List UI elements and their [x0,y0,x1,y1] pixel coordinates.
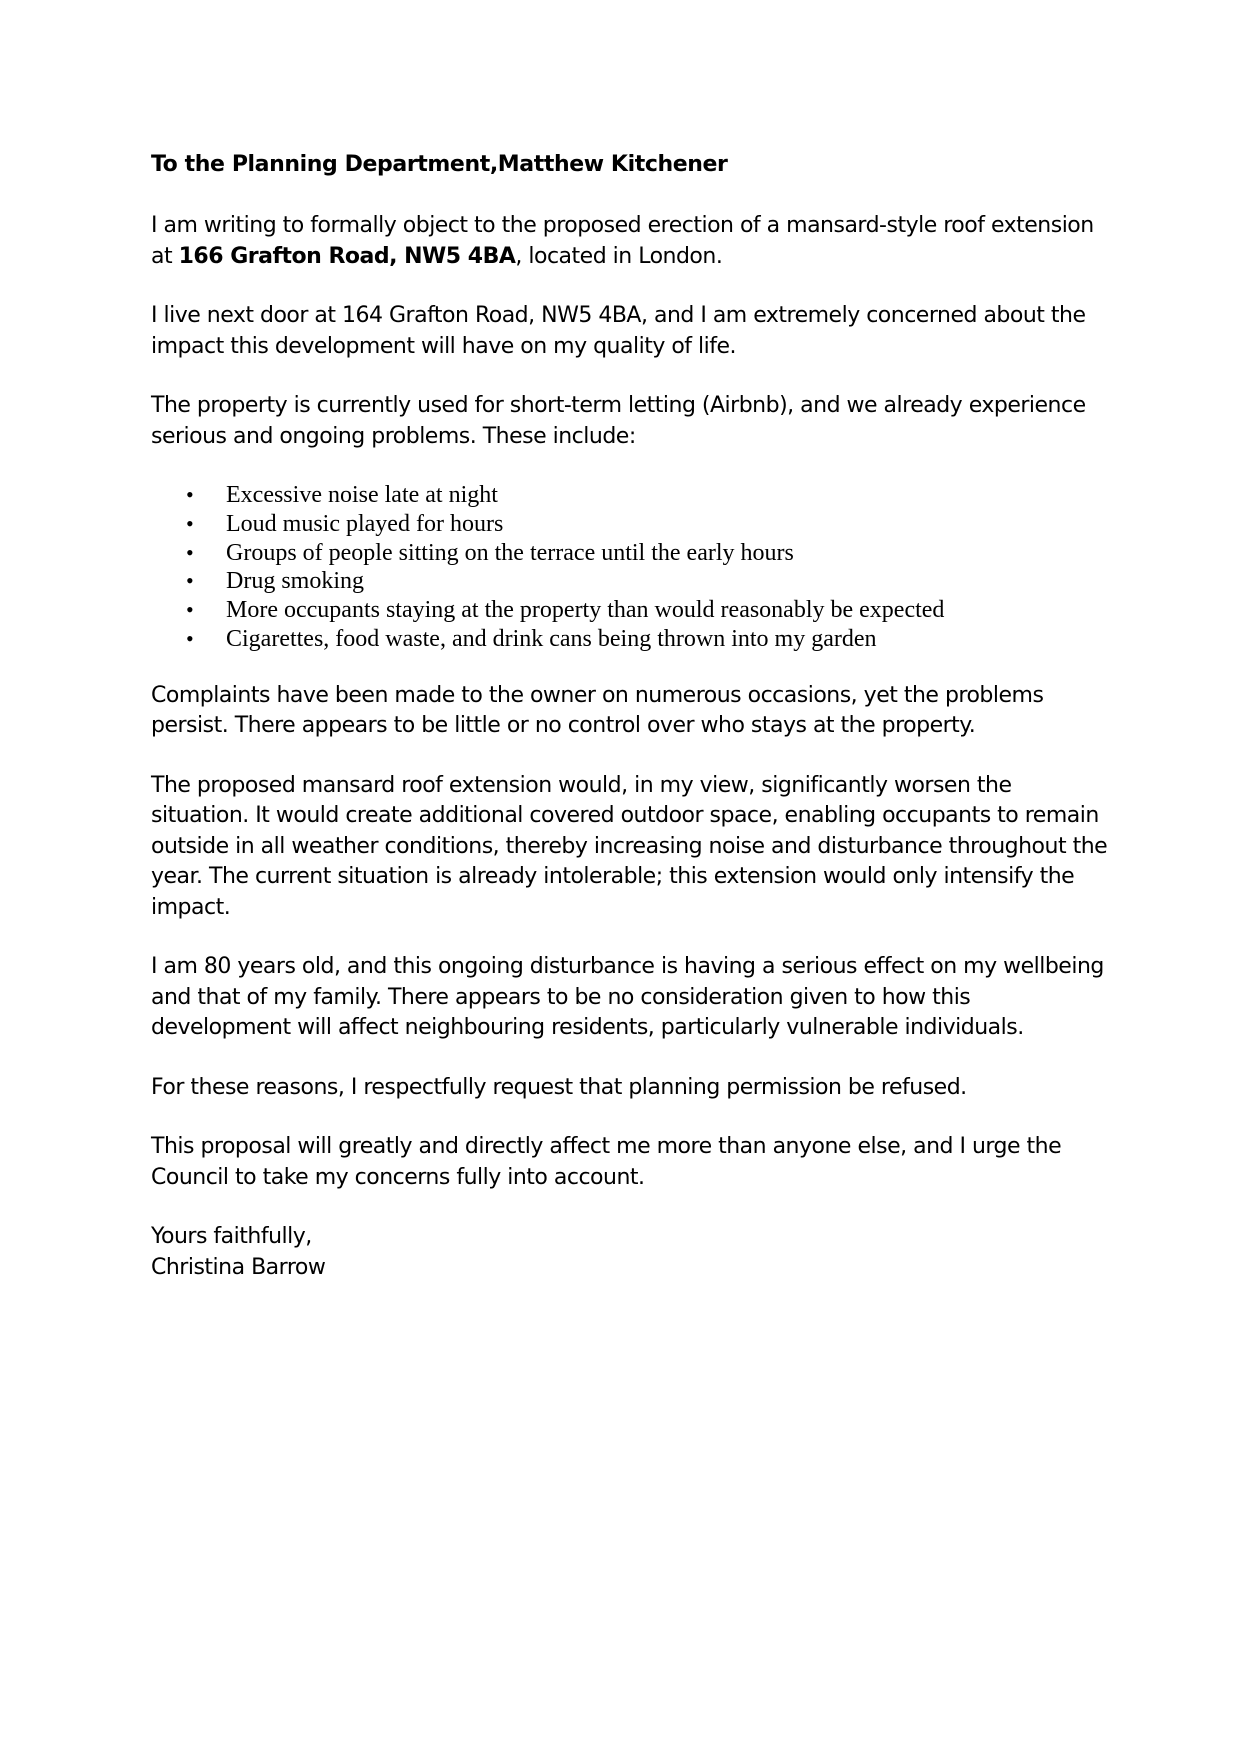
letter-page [151,148,1111,1283]
issue-text: Excessive noise late at night [226,482,498,508]
bullet-icon: • [186,625,194,651]
paragraph-wellbeing: I am 80 years old, and this ongoing disturbance is having a serious effect on my wellbeing and that of my family. There appears to be no consideration given to how this development will affect neighbouring residents, particularly vulnerable individuals. [151,954,1104,1041]
paragraph-complaints: Complaints have been made to the owner on numerous occasions, yet the problems persist. There appears to be little or no control over who stays at the property. [151,682,1044,739]
list-item [186,481,1111,510]
paragraph-urge-council: This proposal will greatly and directly affect me more than anyone else, and I urge the Council to take my concerns fully into account. [151,1134,1062,1190]
salutation: To the Planning Department,Matthew Kitchener [151,152,728,177]
issue-text: Drug smoking [226,568,364,595]
bullet-icon: • [186,510,194,536]
issue-text: More occupants staying at the property than would reasonably be expected [226,597,945,624]
paragraph-objection-text-end: , located in London. [515,243,723,269]
paragraph-neighbour: I live next door at 164 Grafton Road, NW5 4BA, and I am extremely concerned about the impact this development will have on my quality of life. [151,303,1086,359]
paragraph-extension-impact: The proposed mansard roof extension would, in my view, significantly worsen the situation. It would create additional covered outdoor space, enabling occupants to remain outside in all weather conditions, thereby increasing noise and disturbance throughout the year. The current situation is already intolerable; this extension would only intensify the impact. [151,772,1108,920]
property-address: 166 Grafton Road, NW5 4BA [178,243,516,269]
bullet-icon: • [186,539,194,565]
issue-text: Cigarettes, food waste, and drink cans being thrown into my garden [226,625,877,652]
issue-text: Loud music played for hours [226,510,504,537]
list-item [186,539,1111,568]
paragraph-objection [151,211,1111,272]
list-item [186,510,1111,539]
bullet-icon: • [186,482,194,507]
bullet-icon: • [186,597,194,623]
issues-list [151,481,1111,654]
closing: Yours faithfully, [151,1224,312,1250]
list-item [186,567,1111,596]
paragraph-request: For these reasons, I respectfully request that planning permission be refused. [151,1074,967,1100]
bullet-icon: • [186,568,194,594]
issue-text: Groups of people sitting on the terrace until the early hours [226,539,794,566]
signature: Christina Barrow [151,1254,326,1280]
paragraph-objection-text-start: I am writing to formally object to the proposed erection of a mansard-style roof extension at [151,213,1094,269]
list-item [186,625,1111,654]
paragraph-short-term-letting: The property is currently used for short-term letting (Airbnb), and we already experience serious and ongoing problems. These include: [151,393,1086,449]
list-item [186,596,1111,625]
